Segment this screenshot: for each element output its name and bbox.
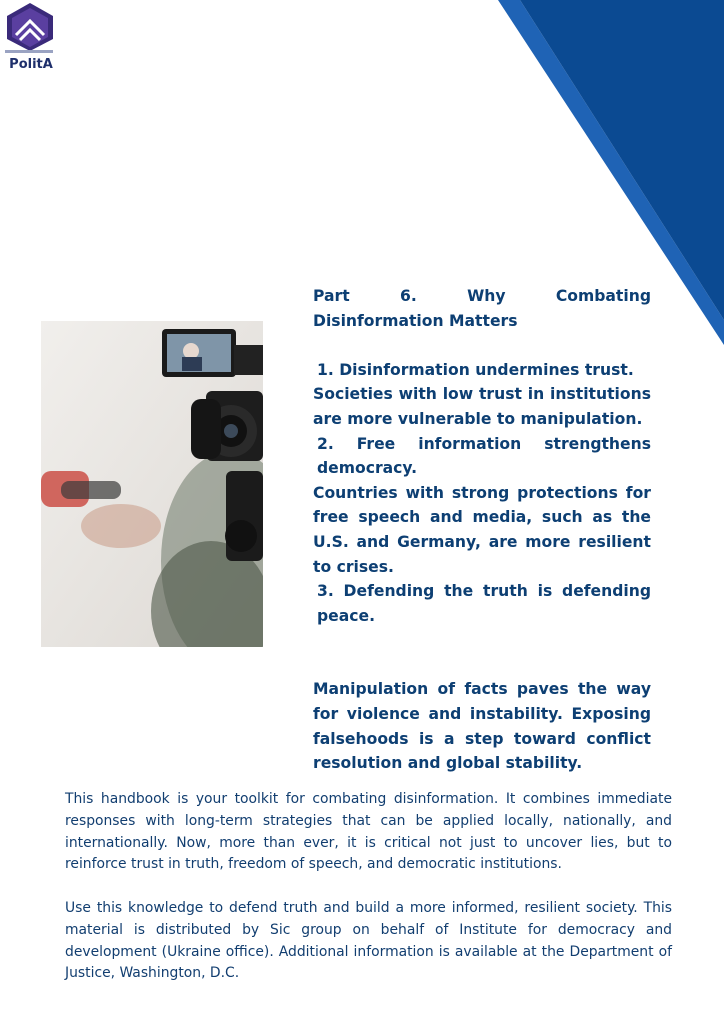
polita-logo-icon bbox=[4, 2, 56, 52]
point1-body: Societies with low trust in institutions are more vulnerable to manipulation. bbox=[313, 385, 651, 428]
logo-subtitle-line bbox=[5, 50, 53, 53]
closing-statement: Manipulation of facts paves the way for violence and instability. Exposing falsehoods is a step toward conflict resolution and global stability. bbox=[313, 680, 651, 773]
point1-title: 1. Disinformation undermines trust. bbox=[317, 360, 634, 379]
footer-paragraph-1: This handbook is your toolkit for combating disinformation. It combines immediate responses with long-term strategies that can be applied locally, nationally, and internationally. Now, more than ever, it is critical not just to uncover lies, but to reinforce trust in truth, freedom of speech, and democratic institutions. bbox=[65, 791, 672, 873]
point2-body: Countries with strong protections for free speech and media, such as the U.S. and Germany, are more resilient to crises. bbox=[313, 483, 651, 576]
logo-text: PolitA bbox=[9, 57, 53, 72]
point3-title: 3. Defending the truth is defending peace. bbox=[317, 582, 651, 625]
footer-text bbox=[65, 789, 672, 985]
point2-title: 2. Free information strengthens democracy. bbox=[317, 434, 651, 478]
section-heading: Part 6. Why Combating Disinformation Matters bbox=[313, 287, 651, 330]
main-section bbox=[313, 284, 651, 776]
footer-paragraph-2: Use this knowledge to defend truth and build a more informed, resilient society. This material is distributed by Sic group on behalf of Institute for democracy and development (Ukraine office). Additional information is available at the Department of Justice, Washington, D.C. bbox=[65, 899, 672, 982]
press-cameras-photo bbox=[41, 321, 263, 647]
